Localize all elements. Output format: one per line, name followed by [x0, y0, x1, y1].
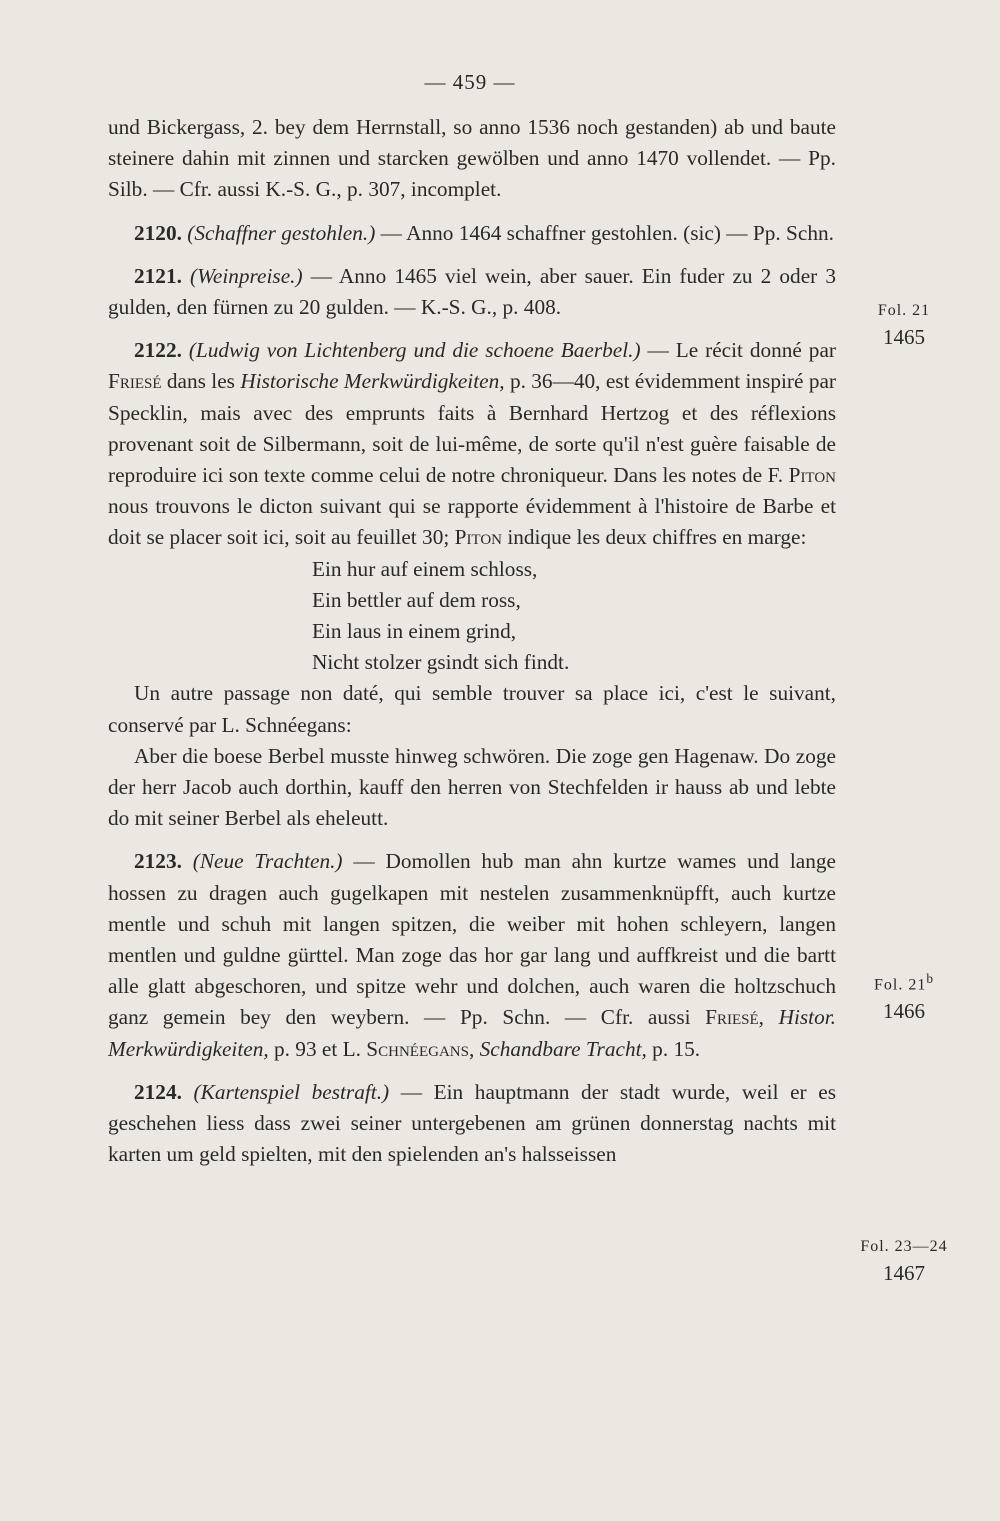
book-title: Schandbare Tracht, [479, 1036, 647, 1061]
folio-reference: Fol. 21 [877, 302, 931, 319]
entry-2124 [108, 1077, 836, 1171]
entry-title: (Neue Trachten.) [192, 849, 343, 874]
page-number: — 459 — [424, 70, 516, 94]
entry-text: p. 93 et L. [274, 1036, 361, 1061]
folio-reference [856, 968, 952, 996]
entry-text: dans les [166, 369, 235, 394]
folio-reference: Fol. 23—24 [860, 1238, 948, 1255]
entry-number: 2124. [134, 1079, 182, 1104]
margin-note-2124 [856, 1236, 952, 1288]
entry-2121 [108, 261, 836, 323]
verse-line: Ein bettler auf dem ross, [312, 587, 521, 612]
quote-paragraph: Aber die boese Berbel musste hinweg schwören. Die zoge gen Hagenaw. Do zoge der herr Jacob auch dorthin, kauff den herren von Stechfelden ir hauss ab und lebte do mit seiner Berbel als eheleutt. [108, 743, 836, 831]
verse-line: Ein hur auf einem schloss, [312, 556, 538, 581]
entry-text: p. 36—40, est évidemment inspiré par Specklin, mais avec des emprunts faits à Bernhard Hertzog et des réflexions provenant soit de Silbermann, soit de lui-même, de sorte qu'il n'est guère faisable de reproduire ici son texte comme celui de notre chroniqueur. Dans les notes de F. [108, 369, 837, 488]
entry-title: (Schaffner gestohlen.) [187, 220, 376, 245]
author-name: Friesé, [705, 1005, 764, 1030]
main-text-column [108, 112, 836, 1170]
entry-number: 2120. [134, 220, 182, 245]
author-name: Schnéegans, [366, 1036, 475, 1061]
margin-note-2121 [856, 300, 952, 352]
verse-line: Nicht stolzer gsindt sich findt. [312, 650, 570, 675]
entry-number: 2121. [134, 263, 182, 288]
entry-number: 2122. [134, 338, 182, 363]
entry-title: (Kartenspiel bestraft.) [193, 1079, 390, 1104]
margin-year: 1467 [883, 1261, 925, 1285]
passage-paragraph: Un autre passage non daté, qui semble trouver sa place ici, c'est le suivant, conservé par L. Schnéegans: [108, 681, 836, 737]
margin-year: 1465 [883, 325, 925, 349]
entry-title: (Ludwig von Lichtenberg und die schoene Baerbel.) [188, 338, 641, 363]
author-name: Friesé [108, 369, 162, 394]
book-title: Historische Merkwürdigkeiten, [240, 369, 505, 394]
entry-text: indique les deux chiffres en marge: [507, 525, 807, 550]
entry-title: (Weinpreise.) [190, 263, 303, 288]
folio-superscript: b [926, 971, 934, 986]
entry-2123 [108, 846, 836, 1064]
margin-year: 1466 [883, 999, 925, 1024]
author-name: Piton [788, 463, 836, 488]
entry-text: p. 15. [652, 1036, 701, 1061]
entry-2120 [108, 218, 836, 249]
entry-text: — Anno 1465 viel wein, aber sauer. Ein fuder zu 2 oder 3 gulden, den fürnen zu 20 gulden. — K.-S. G., p. 408. [108, 263, 836, 320]
margin-note-2123 [856, 968, 952, 1026]
entry-text: — Ein hauptmann der stadt wurde, weil er es geschehen liess dass zwei seiner untergebenen am grünen donnerstag nachts mit karten um geld spielten, mit den spielenden an's halsseissen [108, 1079, 836, 1167]
author-name: Piton [454, 525, 502, 550]
entry-text: — Le récit donné par [647, 338, 836, 363]
entry-2122 [108, 335, 836, 553]
entry-text: — Anno 1464 schaffner gestohlen. (sic) — Pp. Schn. [380, 220, 834, 245]
entry-text: nous trouvons le dicton suivant qui se rapporte évidemment à l'histoire de Barbe et doit se placer soit ici, soit au feuillet 30; [108, 494, 836, 550]
entry-text: — Domollen hub man ahn kurtze wames und lange hossen zu dragen auch gugelkapen mit nestelen zusammenknüpfft, auch kurtze mentle und schuh mit langen spitzen, die weiber mit hohen schleyern, langen mentlen und guldne gürttel. Man zoge das hor gar lang und auffkreist und die bartt alle glatt abgeschoren, und spitze wehr und dolchen, auch waren die holtzschuch ganz gemein bey den weybern. — Pp. Schn. — Cfr. aussi [108, 849, 837, 1030]
folio-label: Fol. 21 [873, 976, 927, 994]
verse-line: Ein laus in einem grind, [312, 619, 517, 644]
entry-number: 2123. [134, 849, 182, 874]
book-title: Histor. Merkwürdigkeiten, [108, 1005, 836, 1061]
verse-block [312, 554, 836, 679]
intro-paragraph: und Bickergass, 2. bey dem Herrnstall, so anno 1536 noch gestanden) ab und baute steinere dahin mit zinnen und starcken gewölben und anno 1470 vollendet. — Pp. Silb. — Cfr. aussi K.-S. G., p. 307, incomplet. [108, 115, 836, 202]
